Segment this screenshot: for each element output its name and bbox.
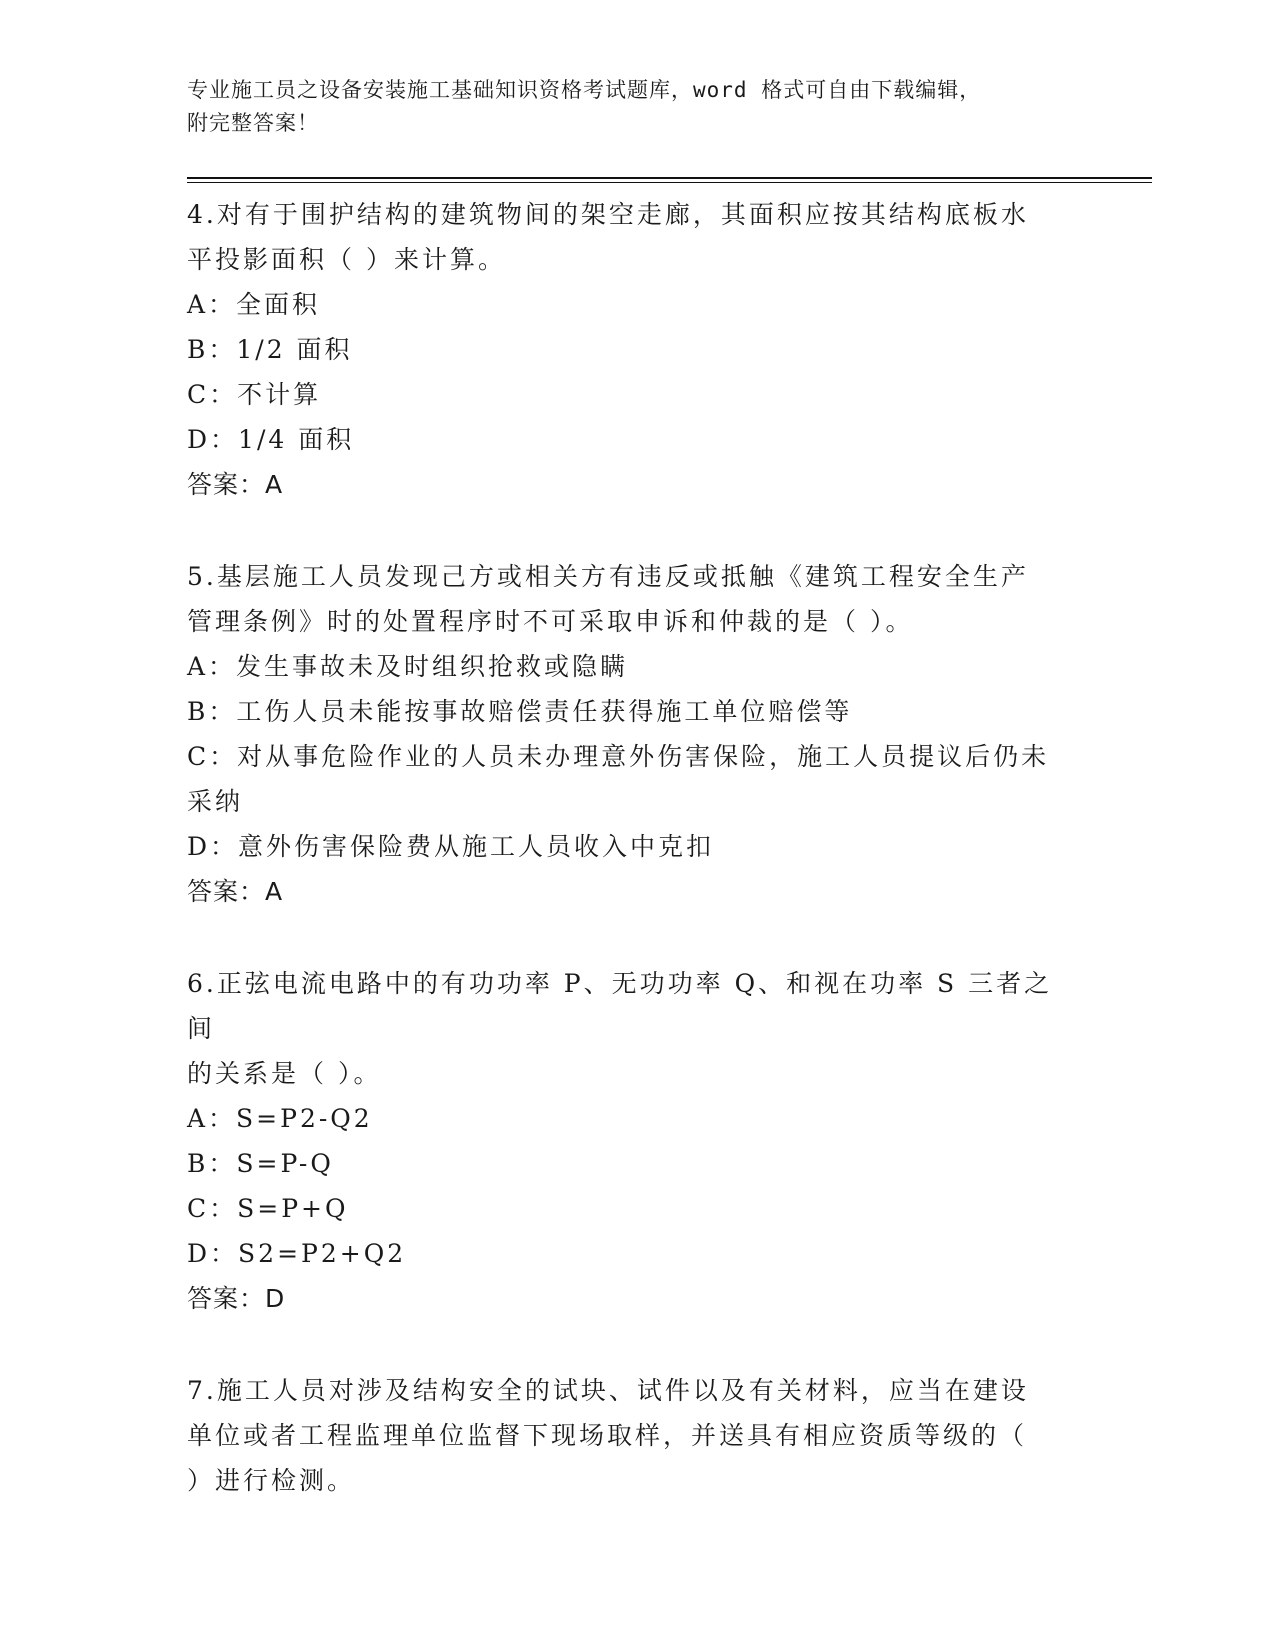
header-line-2: 附完整答案！ — [187, 111, 319, 135]
answer-option: A：发生事故未及时组织抢救或隐瞒 — [187, 652, 629, 681]
answer-option: C：对从事危险作业的人员未办理意外伤害保险，施工人员提议后仍未 — [187, 742, 1050, 771]
question-stem-line: 7.施工人员对涉及结构安全的试块、试件以及有关材料，应当在建设 — [187, 1376, 1029, 1405]
question-block — [187, 192, 1077, 507]
answer-option: D：1/4 面积 — [187, 425, 355, 454]
question-stem-line: 单位或者工程监理单位监督下现场取样，并送具有相应资质等级的（ — [187, 1421, 1028, 1450]
answer-option: D：意外伤害保险费从施工人员收入中克扣 — [187, 832, 715, 861]
question-list — [187, 192, 1077, 1550]
answer-option: D：S2=P2+Q2 — [187, 1239, 407, 1268]
answer-option: B：1/2 面积 — [187, 335, 353, 364]
header-rule-thick — [187, 177, 1152, 179]
answer-option: A：S=P2-Q2 — [187, 1104, 373, 1133]
header-rule-thin — [187, 182, 1152, 183]
answer-option: C：S=P+Q — [187, 1194, 349, 1223]
question-stem-line: 6.正弦电流电路中的有功功率 P、无功功率 Q、和视在功率 S 三者之间 — [187, 969, 1053, 1043]
answer-option: B：工伤人员未能按事故赔偿责任获得施工单位赔偿等 — [187, 697, 853, 726]
document-header — [187, 74, 1067, 140]
answer-option: A：全面积 — [187, 290, 321, 319]
answer-option: C：不计算 — [187, 380, 322, 409]
answer-option: B：S=P-Q — [187, 1149, 334, 1178]
question-stem-line: ）进行检测。 — [187, 1466, 356, 1495]
question-stem-line: 4.对有于围护结构的建筑物间的架空走廊，其面积应按其结构底板水 — [187, 200, 1029, 229]
question-block — [187, 554, 1077, 914]
question-block — [187, 961, 1077, 1321]
question-stem-line: 5.基层施工人员发现己方或相关方有违反或抵触《建筑工程安全生产 — [187, 562, 1029, 591]
answer-option: 采纳 — [187, 787, 244, 816]
header-line-1: 专业施工员之设备安装施工基础知识资格考试题库，word 格式可自由下载编辑， — [187, 78, 982, 102]
correct-answer: 答案：A — [187, 877, 284, 906]
question-stem-line: 平投影面积（ ）来计算。 — [187, 245, 506, 274]
correct-answer: 答案：D — [187, 1284, 286, 1313]
question-block — [187, 1368, 1077, 1503]
question-stem-line: 的关系是（ ）。 — [187, 1059, 382, 1088]
correct-answer: 答案：A — [187, 470, 284, 499]
question-stem-line: 管理条例》时的处置程序时不可采取申诉和仲裁的是（ ）。 — [187, 607, 914, 636]
